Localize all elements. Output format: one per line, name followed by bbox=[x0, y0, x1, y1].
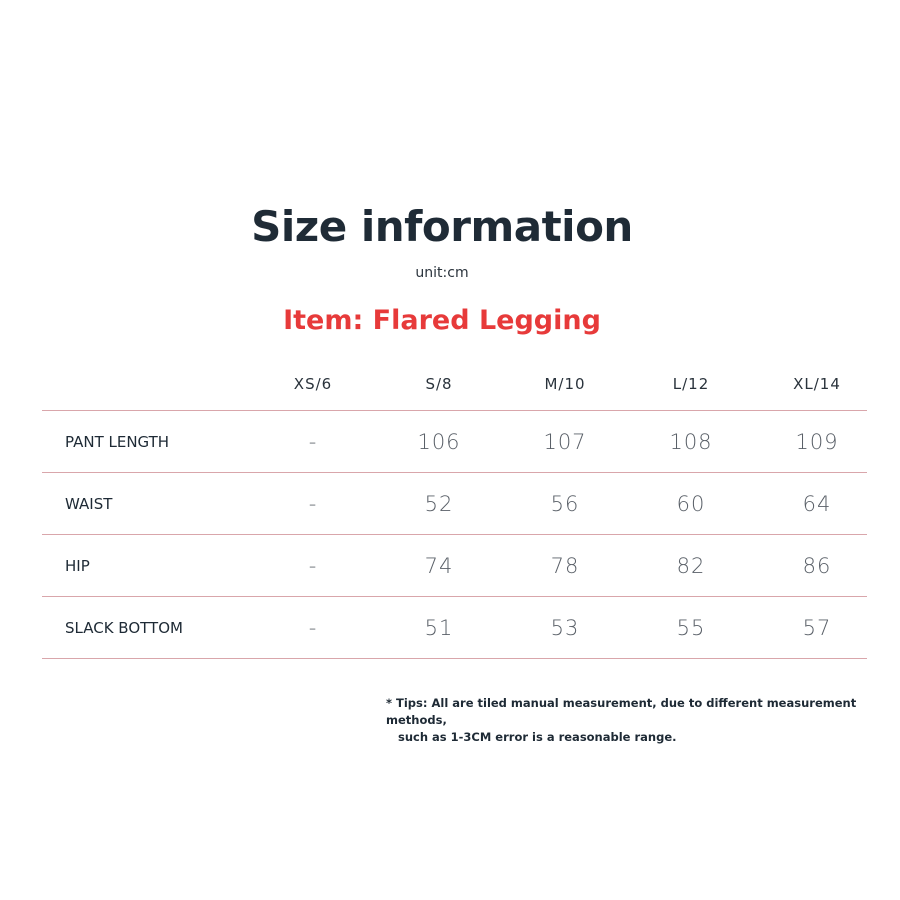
table-row-pant-length bbox=[42, 411, 867, 473]
column-header-s: S/8 bbox=[425, 375, 453, 393]
row-label: WAIST bbox=[65, 494, 113, 513]
table-cell: 109 bbox=[795, 429, 839, 454]
column-header-xl: XL/14 bbox=[793, 375, 841, 393]
table-cell: - bbox=[308, 553, 318, 578]
column-header-m: M/10 bbox=[544, 375, 586, 393]
item-name: Item: Flared Legging bbox=[283, 305, 601, 336]
table-cell: 106 bbox=[417, 429, 461, 454]
size-information-title: Size information bbox=[251, 202, 633, 251]
table-cell: 51 bbox=[424, 615, 454, 640]
tips-line-1: * Tips: All are tiled manual measurement, due to different measurement methods, bbox=[386, 696, 857, 727]
row-label: SLACK BOTTOM bbox=[65, 618, 183, 637]
table-cell: 53 bbox=[550, 615, 580, 640]
measurement-tips bbox=[386, 695, 891, 746]
table-cell: 60 bbox=[676, 491, 706, 516]
table-cell: 78 bbox=[550, 553, 580, 578]
table-cell: 56 bbox=[550, 491, 580, 516]
table-cell: - bbox=[308, 429, 318, 454]
table-cell: 64 bbox=[802, 491, 832, 516]
table-row-waist bbox=[42, 473, 867, 535]
row-label: HIP bbox=[65, 556, 90, 575]
table-cell: 57 bbox=[802, 615, 832, 640]
table-cell: 74 bbox=[424, 553, 454, 578]
table-cell: 86 bbox=[802, 553, 832, 578]
column-header-l: L/12 bbox=[672, 375, 710, 393]
table-cell: 55 bbox=[676, 615, 706, 640]
table-cell: 82 bbox=[676, 553, 706, 578]
unit-label: unit:cm bbox=[415, 265, 469, 281]
table-row-slack-bottom bbox=[42, 597, 867, 659]
table-cell: 107 bbox=[543, 429, 587, 454]
size-table bbox=[42, 358, 867, 659]
column-header-xs: XS/6 bbox=[293, 375, 333, 393]
table-cell: 52 bbox=[424, 491, 454, 516]
table-cell: - bbox=[308, 491, 318, 516]
tips-line-2: such as 1-3CM error is a reasonable range. bbox=[398, 730, 677, 744]
table-cell: - bbox=[308, 615, 318, 640]
row-label: PANT LENGTH bbox=[65, 432, 170, 451]
table-row-hip bbox=[42, 535, 867, 597]
table-cell: 108 bbox=[669, 429, 713, 454]
table-header-row bbox=[42, 358, 867, 411]
